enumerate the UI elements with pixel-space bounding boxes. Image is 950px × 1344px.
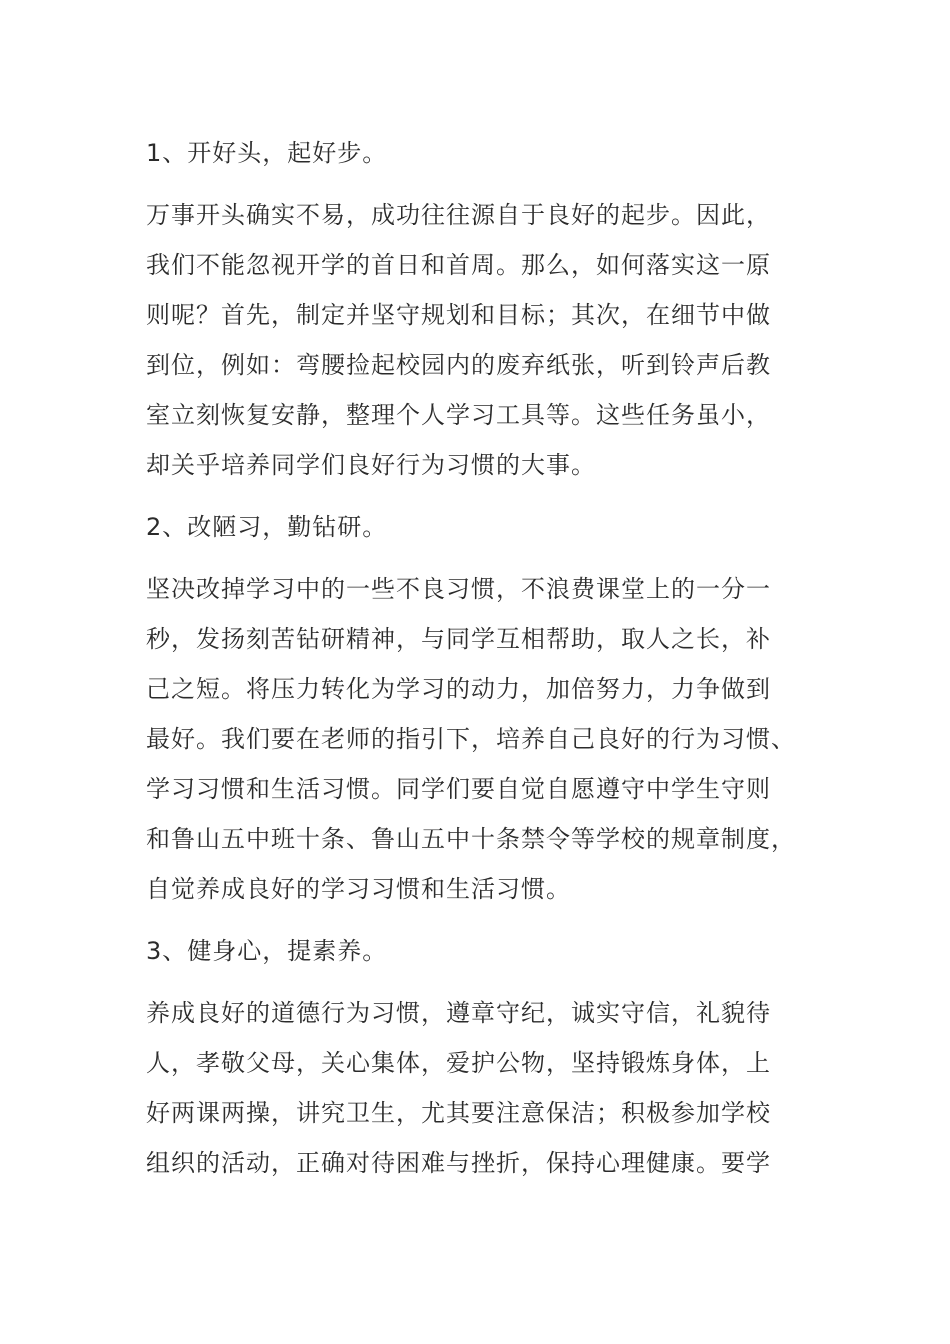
paragraph-line: 到位，例如：弯腰捡起校园内的废弃纸张，听到铃声后教 [146,351,771,379]
document-body [146,128,794,1200]
paragraph-line: 和鲁山五中班十条、鲁山五中十条禁令等学校的规章制度， [146,825,796,853]
section-paragraph-2 [146,564,794,914]
paragraph-line: 养成良好的道德行为习惯，遵章守纪，诚实守信，礼貌待 [146,999,771,1027]
section-heading-2: 2、改陋习，勤钻研。 [146,513,388,541]
paragraph-line: 我们不能忽视开学的首日和首周。那么，如何落实这一原 [146,251,771,279]
paragraph-line: 万事开头确实不易，成功往往源自于良好的起步。因此， [146,201,771,229]
paragraph-line: 学习习惯和生活习惯。同学们要自觉自愿遵守中学生守则 [146,775,771,803]
paragraph-line: 室立刻恢复安静，整理个人学习工具等。这些任务虽小， [146,401,771,429]
section-heading-3: 3、健身心，提素养。 [146,937,388,965]
paragraph-line: 人，孝敬父母，关心集体，爱护公物，坚持锻炼身体，上 [146,1049,771,1077]
paragraph-line: 坚决改掉学习中的一些不良习惯，不浪费课堂上的一分一 [146,575,771,603]
paragraph-line: 则呢？首先，制定并坚守规划和目标；其次，在细节中做 [146,301,771,329]
paragraph-line: 己之短。将压力转化为学习的动力，加倍努力，力争做到 [146,675,771,703]
paragraph-line: 组织的活动，正确对待困难与挫折，保持心理健康。要学 [146,1149,771,1177]
section-heading-1: 1、开好头，起好步。 [146,139,388,167]
paragraph-line: 最好。我们要在老师的指引下，培养自己良好的行为习惯、 [146,725,796,753]
paragraph-line: 好两课两操，讲究卫生，尤其要注意保洁；积极参加学校 [146,1099,771,1127]
paragraph-line: 秒，发扬刻苦钻研精神，与同学互相帮助，取人之长，补 [146,625,771,653]
section-paragraph-1 [146,190,794,490]
paragraph-line: 却关乎培养同学们良好行为习惯的大事。 [146,451,596,479]
section-paragraph-3 [146,988,794,1188]
paragraph-line: 自觉养成良好的学习习惯和生活习惯。 [146,875,571,903]
